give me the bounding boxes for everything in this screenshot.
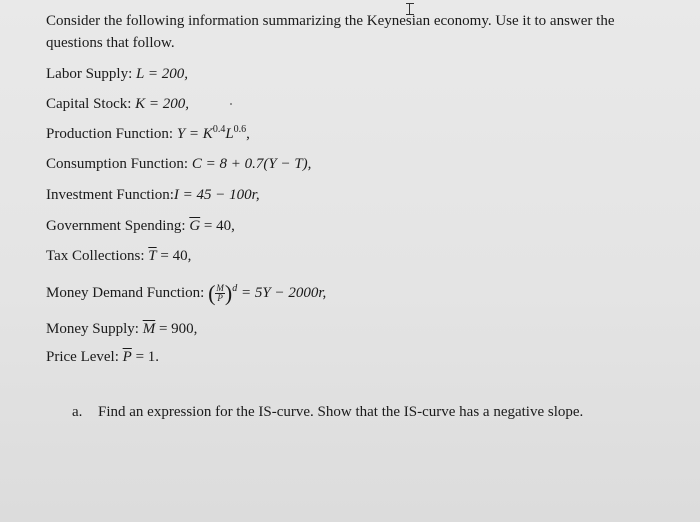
intro-paragraph: Consider the following information summarizing the Keynesian economy. Use it to answer the questions that follow. — [46, 13, 615, 51]
production-lhs: Y = K — [176, 126, 213, 142]
labor-supply-line — [46, 64, 188, 84]
labor-supply-label: Labor Supply: — [46, 66, 133, 82]
production-end: , — [246, 126, 250, 142]
money-supply-line — [46, 319, 197, 339]
money-supply-equation: = 900, — [155, 321, 198, 337]
left-paren: ( — [208, 280, 216, 306]
government-equation: = 40, — [200, 218, 235, 234]
price-level-label: Price Level: — [46, 349, 119, 365]
tax-variable: $\overline{T}$ — [148, 248, 157, 264]
money-demand-label: Money Demand Function: — [46, 285, 205, 301]
government-spending-label: Government Spending: — [46, 218, 186, 234]
tax-equation: = 40, — [156, 248, 192, 264]
tax-collections-line — [46, 246, 191, 266]
capital-stock-label: Capital Stock: — [46, 96, 132, 112]
money-supply-variable: $\overline{M}$ — [142, 321, 156, 337]
question-a — [72, 404, 583, 421]
consumption-function-line — [46, 154, 311, 174]
capital-stock-equation: K = 200, — [135, 96, 190, 112]
price-level-line — [46, 347, 159, 367]
production-function-label: Production Function: — [46, 126, 174, 142]
labor-supply-equation: L = 200, — [136, 66, 188, 82]
price-equation: = 1. — [131, 349, 160, 365]
government-spending-line — [46, 216, 235, 236]
price-variable: $\overline{P}$ — [122, 349, 132, 365]
fraction-denominator: P — [217, 293, 223, 304]
consumption-function-label: Consumption Function: — [46, 156, 189, 172]
fraction-numerator: M — [216, 283, 224, 294]
production-exp-k: 0.4 — [212, 124, 226, 135]
money-supply-label: Money Supply: — [46, 321, 139, 337]
government-variable: $\overline{G}$ — [189, 218, 201, 234]
money-demand-superscript: d — [232, 283, 238, 294]
question-a-text: Find an expression for the IS-curve. Show that the IS-curve has a negative slope. — [98, 404, 584, 420]
production-function-line — [46, 124, 250, 144]
right-paren: ) — [224, 280, 233, 306]
question-a-label: a. — [72, 404, 83, 420]
capital-stock-line — [46, 94, 189, 114]
money-demand-line — [46, 280, 327, 306]
tax-collections-label: Tax Collections: — [46, 248, 145, 264]
stray-dot — [230, 103, 232, 105]
production-mid: L — [225, 126, 234, 142]
money-demand-equation: = 5Y − 2000r, — [237, 285, 327, 301]
money-demand-fraction — [215, 284, 225, 303]
investment-equation: I = 45 − 100r, — [173, 187, 260, 203]
consumption-equation: C = 8 + 0.7(Y − T), — [191, 156, 312, 172]
investment-function-line — [46, 185, 260, 205]
production-exp-l: 0.6 — [233, 124, 247, 135]
investment-function-label: Investment Function: — [46, 187, 174, 203]
